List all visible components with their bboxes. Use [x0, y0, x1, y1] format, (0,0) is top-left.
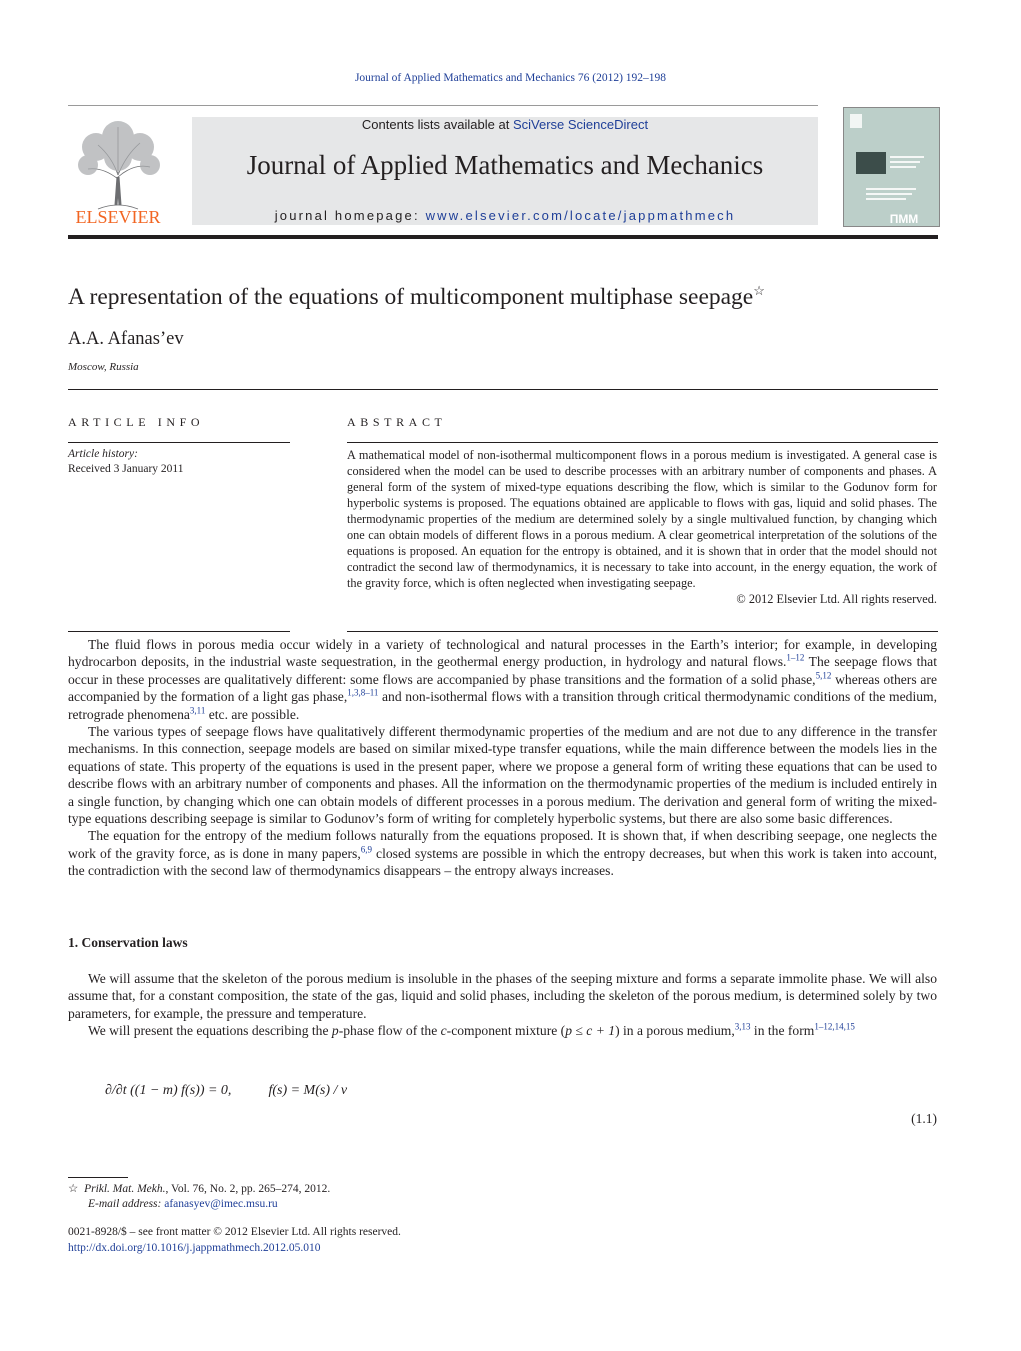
- intro-paragraph-2: The various types of seepage flows have qualitatively different thermodynamic properties of the medium and are not due to any difference in the transfer mechanisms. In this connection, seepage models are based on similar mixed-type transfer equations, while the main difference between the models lies in the equations of state. This property of the equations is used in the present paper, where we propose a general form of writing these equations that can be used to describe flows with an arbitrary number of components and phases. All the information on the thermodynamic properties of the medium is included entirely in a single function, by changing which one can obtain models of different processes in a porous medium. The derivation and general form of writing the mixed-type equations describing seepage is similar to Godunov’s form of writing for completely hyperbolic systems, but there are also some basic differences.: [68, 724, 937, 827]
- doi-link[interactable]: http://dx.doi.org/10.1016/j.jappmathmech.2012.05.010: [68, 1241, 321, 1254]
- text-span: The equation for the entropy of the medium follows naturally from the equations proposed. It is shown that, if when describing seepage, one neglects the work of the gravity force, as is done in many papers,: [68, 828, 937, 861]
- equation-1-1: [105, 1083, 347, 1099]
- contents-line: [192, 117, 818, 132]
- author-email-link[interactable]: afanasyev@imec.msu.ru: [164, 1198, 278, 1210]
- text-span: ) in a porous medium,: [615, 1023, 735, 1039]
- equation-number: (1.1): [911, 1111, 937, 1126]
- journal-title: Journal of Applied Mathematics and Mechanics: [246, 150, 764, 180]
- elsevier-logo[interactable]: [68, 117, 168, 227]
- footnote: [68, 1182, 330, 1212]
- section-heading: 1. Conservation laws: [68, 935, 188, 950]
- intro-paragraph-1: [68, 636, 937, 723]
- ref-link[interactable]: 1–12,14,15: [814, 1021, 855, 1032]
- footnote-rule: [68, 1177, 128, 1178]
- text-span: -component mixture (: [446, 1023, 566, 1039]
- ref-link[interactable]: 1–12: [786, 652, 805, 663]
- author-affiliation: Moscow, Russia: [68, 361, 139, 373]
- abstract-heading: ABSTRACT: [347, 415, 447, 429]
- title-rule: [68, 389, 938, 390]
- text-span: in the form: [750, 1023, 815, 1039]
- journal-cover[interactable]: [843, 107, 940, 227]
- abstract-copyright: © 2012 Elsevier Ltd. All rights reserved.: [736, 592, 937, 606]
- footnote-source-details: , Vol. 76, No. 2, pp. 265–274, 2012.: [165, 1183, 331, 1195]
- text-span: The seepage flows that occur in these processes are qualitatively different: some flows are accompanied by phase transitions and the formation of a solid phase,: [68, 654, 937, 687]
- front-matter: [68, 1225, 401, 1256]
- journal-citation[interactable]: Journal of Applied Mathematics and Mechanics 76 (2012) 192–198: [354, 72, 667, 84]
- ref-link[interactable]: 3,11: [189, 705, 206, 716]
- text-span: closed systems are possible in which the entropy decreases, but when this work is taken into account, the contradiction with the second law of thermodynamics disappears – the entropy always increases.: [68, 845, 937, 879]
- text-span: -phase flow of the: [338, 1023, 441, 1039]
- math-condition: p ≤ c + 1: [565, 1023, 616, 1039]
- author-name: A.A. Afanas’ev: [68, 329, 184, 349]
- math-symbol: p: [331, 1023, 339, 1039]
- title-footnote-star[interactable]: ☆: [753, 283, 765, 299]
- equation-right: f(s) = M(s) / v: [268, 1083, 348, 1098]
- abstract-rule: [347, 442, 938, 443]
- issn-line: 0021-8928/$ – see front matter © 2012 Elsevier Ltd. All rights reserved.: [68, 1226, 401, 1238]
- article-info-bottom-rule: [68, 631, 290, 632]
- introduction: [68, 636, 937, 880]
- email-label: E-mail address:: [88, 1198, 165, 1210]
- received-date: Received 3 January 2011: [68, 463, 184, 475]
- math-symbol: c: [440, 1023, 447, 1039]
- ref-link[interactable]: 3,13: [734, 1021, 751, 1032]
- logo-text: ELSEVIER: [75, 207, 161, 227]
- ref-link[interactable]: 1,3,8–11: [347, 687, 379, 698]
- contents-prefix: Contents lists available at: [361, 117, 513, 132]
- text-span: etc. are possible.: [205, 706, 300, 722]
- article-info-rule: [68, 442, 290, 443]
- equation-left: ∂/∂t ((1 − m) f(s)) = 0,: [105, 1083, 232, 1098]
- section-1-paragraph-1: We will assume that the skeleton of the porous medium is insoluble in the phases of the seeping mixture and forms a separate immolite phase. We will also assume that, for a constant composition, the state of the gas, liquid and solid phases, including the skeleton of the porous medium, is determined solely by two parameters, for example, the pressure and temperature.: [68, 971, 937, 1021]
- cover-art-icon: [844, 108, 939, 226]
- abstract-text: A mathematical model of non-isothermal multicomponent flows in a porous medium is investigated. A general case is considered when the model can be used to describe processes with an arbitrary number of components and phases. A general form of the system of mixed-type equations describing the flow, which is similar to the Godunov form for hyperbolic systems is proposed. The equations obtained are applicable to flows with gas, liquid and solid phases. The thermodynamic properties of the medium are determined solely by a single multivalued function, by changing which one can obtain models of different flows in a porous medium. A clear geometrical interpretation of the solutions of the equations is proposed. An equation for the entropy is obtained, and it is shown that in order that the model should not contradict the second law of thermodynamics, it is necessary to take into account, in the energy equation, the work of the gravity force, which is often neglected when investigating seepage.: [347, 448, 937, 590]
- homepage-prefix: journal homepage:: [274, 208, 426, 223]
- text-span: and non-isothermal flows with a transition through critical thermodynamic conditions of the medium, retrograde phenomena: [68, 689, 938, 722]
- abstract-bottom-rule: [347, 631, 938, 632]
- cover-text: ПММ: [889, 212, 919, 226]
- article-title: [68, 284, 765, 311]
- article-title-text: A representation of the equations of multicomponent multiphase seepage: [68, 284, 754, 310]
- ref-link[interactable]: 6,9: [360, 844, 372, 855]
- section-1-body: [68, 970, 937, 1040]
- footnote-star: ☆: [68, 1183, 79, 1195]
- header-thick-rule: [68, 235, 938, 239]
- elsevier-tree-icon: [68, 117, 168, 227]
- history-label: Article history:: [68, 448, 138, 460]
- text-span: whereas others are accompanied by the formation of a light gas phase,: [68, 671, 937, 705]
- sciencedirect-link[interactable]: SciVerse ScienceDirect: [512, 117, 649, 132]
- footnote-source: Prikl. Mat. Mekh.: [84, 1183, 166, 1195]
- section-1-paragraph-2: [68, 1022, 937, 1039]
- article-history: [68, 447, 184, 477]
- text-span: The fluid flows in porous media occur widely in a variety of technological and natural processes in the Earth’s interior; for example, in developing hydrocarbon deposits, in the industrial waste sequestration, in the geothermal energy production, in hydrology and natural flows.: [68, 637, 937, 670]
- header-rule: [68, 105, 818, 106]
- article-info-heading: ARTICLE INFO: [68, 415, 205, 429]
- abstract-body: [347, 447, 937, 607]
- journal-homepage: [192, 208, 818, 223]
- homepage-link[interactable]: www.elsevier.com/locate/jappmathmech: [425, 208, 736, 223]
- text-span: We will present the equations describing the: [88, 1023, 332, 1039]
- ref-link[interactable]: 5,12: [815, 670, 832, 681]
- intro-paragraph-3: [68, 827, 937, 879]
